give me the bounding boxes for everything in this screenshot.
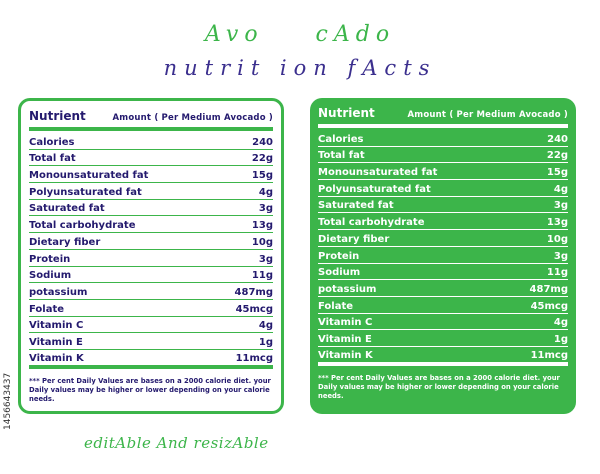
nutrient-value: 45mcg xyxy=(235,303,273,315)
table-row xyxy=(29,150,273,167)
nutrient-value: 3g xyxy=(258,203,273,215)
nutrient-name: potassium xyxy=(29,286,88,298)
nutrient-value: 240 xyxy=(547,133,568,145)
nutrient-value: 11g xyxy=(251,270,273,282)
nutrient-value: 10g xyxy=(546,233,568,245)
daily-values-footnote: *** Per cent Daily Values are bases on a 2000 calorie diet. your Daily values may be higher or lower depending on your calorie needs. xyxy=(29,376,271,403)
nutrient-name: potassium xyxy=(318,283,377,295)
table-row xyxy=(318,247,568,264)
nutrient-value: 4g xyxy=(553,183,568,195)
table-row xyxy=(318,130,568,147)
nutrient-name: Vitamin C xyxy=(29,320,84,332)
nutrient-name: Dietary fiber xyxy=(318,233,390,245)
nutrient-name: Vitamin C xyxy=(318,317,373,329)
table-row xyxy=(318,297,568,314)
table-row xyxy=(318,197,568,214)
nutrient-value: 11mcg xyxy=(530,349,568,361)
nutrient-value: 4g xyxy=(258,320,273,332)
nutrient-name: Vitamin K xyxy=(29,352,84,364)
nutrient-rows xyxy=(29,133,273,369)
nutrient-value: 3g xyxy=(258,253,273,265)
header-amount: Amount ( Per Medium Avocado ) xyxy=(407,110,568,120)
nutrient-value: 15g xyxy=(546,167,568,179)
nutrient-value: 15g xyxy=(251,170,273,182)
nutrient-name: Total carbohydrate xyxy=(29,220,136,232)
nutrient-value: 487mg xyxy=(529,283,568,295)
table-row xyxy=(29,350,273,369)
table-row xyxy=(29,283,273,300)
nutrient-name: Vitamin E xyxy=(29,336,83,348)
nutrient-name: Calories xyxy=(29,136,75,148)
header-nutrient: Nutrient xyxy=(318,106,375,120)
table-row xyxy=(29,250,273,267)
nutrient-value: 22g xyxy=(546,150,568,162)
table-row xyxy=(318,347,568,366)
nutrient-name: Total carbohydrate xyxy=(318,217,425,229)
nutrient-value: 1g xyxy=(258,336,273,348)
nutrient-value: 45mcg xyxy=(530,300,568,312)
nutrient-name: Polyunsaturated fat xyxy=(318,183,431,195)
table-row xyxy=(29,133,273,150)
nutrient-name: Total fat xyxy=(29,153,76,165)
nutrient-name: Total fat xyxy=(318,150,365,162)
nutrient-name: Protein xyxy=(318,250,360,262)
table-row xyxy=(29,200,273,217)
table-row xyxy=(318,163,568,180)
title-nutrition-facts: nutrit ion fActs xyxy=(163,56,437,80)
table-row xyxy=(29,183,273,200)
nutrient-name: Dietary fiber xyxy=(29,236,101,248)
table-row xyxy=(318,314,568,331)
table-header xyxy=(29,107,273,131)
nutrient-name: Calories xyxy=(318,133,364,145)
table-row xyxy=(318,330,568,347)
nutrient-value: 4g xyxy=(258,186,273,198)
nutrient-name: Saturated fat xyxy=(318,200,394,212)
nutrient-value: 240 xyxy=(252,136,273,148)
nutrient-value: 11mcg xyxy=(235,352,273,364)
nutrient-name: Saturated fat xyxy=(29,203,105,215)
table-row xyxy=(318,264,568,281)
nutrient-value: 487mg xyxy=(234,286,273,298)
nutrient-rows xyxy=(318,130,568,366)
table-row xyxy=(318,213,568,230)
nutrient-name: Folate xyxy=(318,300,354,312)
nutrient-value: 13g xyxy=(546,217,568,229)
title-avocado: Avo cAdo xyxy=(204,22,396,47)
nutrition-card-filled xyxy=(310,98,576,414)
nutrient-value: 4g xyxy=(553,317,568,329)
table-row xyxy=(29,333,273,350)
header-nutrient: Nutrient xyxy=(29,109,86,123)
nutrient-value: 3g xyxy=(553,250,568,262)
table-row xyxy=(29,233,273,250)
nutrition-card-outline xyxy=(18,98,284,414)
nutrient-value: 1g xyxy=(553,333,568,345)
nutrient-value: 22g xyxy=(251,153,273,165)
table-header xyxy=(318,104,568,128)
nutrient-value: 13g xyxy=(251,220,273,232)
nutrient-name: Vitamin E xyxy=(318,333,372,345)
daily-values-footnote: *** Per cent Daily Values are bases on a 2000 calorie diet. your Daily values may be higher or lower depending on your calorie needs. xyxy=(318,373,560,400)
nutrient-name: Monounsaturated fat xyxy=(29,170,149,182)
table-row xyxy=(318,280,568,297)
table-row xyxy=(29,267,273,284)
editable-resizable-caption: editAble And resizAble xyxy=(84,434,269,452)
table-row xyxy=(29,317,273,334)
nutrient-name: Vitamin K xyxy=(318,349,373,361)
nutrient-name: Polyunsaturated fat xyxy=(29,186,142,198)
table-row xyxy=(318,230,568,247)
table-row xyxy=(29,300,273,317)
table-row xyxy=(318,180,568,197)
nutrient-name: Monounsaturated fat xyxy=(318,167,438,179)
nutrient-name: Protein xyxy=(29,253,71,265)
header-amount: Amount ( Per Medium Avocado ) xyxy=(112,113,273,123)
stock-id: 1456643437 xyxy=(3,372,13,430)
nutrient-name: Sodium xyxy=(318,267,361,279)
nutrient-value: 3g xyxy=(553,200,568,212)
nutrient-name: Folate xyxy=(29,303,65,315)
table-row xyxy=(318,147,568,164)
table-row xyxy=(29,216,273,233)
table-row xyxy=(29,166,273,183)
nutrient-value: 10g xyxy=(251,236,273,248)
nutrient-value: 11g xyxy=(546,267,568,279)
nutrient-name: Sodium xyxy=(29,270,72,282)
